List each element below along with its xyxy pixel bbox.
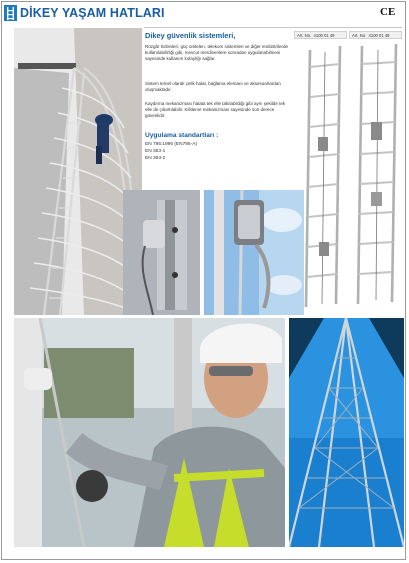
article-number-2: [349, 31, 402, 39]
ce-mark: CE: [380, 6, 396, 18]
standard-item: EN 353-2: [145, 156, 166, 161]
article-number-1: [294, 31, 347, 39]
description-block: [145, 31, 293, 40]
ladder-icon: [4, 5, 17, 21]
article-label: Art. No.: [297, 33, 312, 38]
paragraph-1: Rüzgâr türbinleri, güç ünitelerı, telekom sistemleri ve diğer endüstrilerde kullanılabilirliği gibi, mevcut merdivenlere sonradan uygulanabilmesi sayesinde kullanım kolaylığı sağlar.: [145, 44, 289, 61]
worker-photo: [14, 318, 285, 547]
standard-item: EN 353-1: [145, 149, 166, 154]
rail-detail-photo: [123, 190, 200, 315]
article-value: 4100 01 48: [368, 33, 390, 38]
article-value: 4100 01 49: [313, 33, 335, 38]
paragraph-3: Kaydırma mekanizması halata tek elle takılabildiği gibi aynı şekilde tek elle de çıkartılabilir. Kilitleme mekanizması sayesinde son derece güvenlidir.: [145, 101, 286, 118]
article-label: Art. No.: [352, 33, 367, 38]
ladder-products-photo: [300, 42, 404, 314]
tower-ladder-photo: [289, 318, 404, 547]
fall-arrester-photo: [204, 190, 304, 315]
standard-item: EN 795:1996 (EN795-A): [145, 142, 197, 147]
header-divider: [144, 27, 402, 28]
standards-title: Uygulama standartları :: [145, 132, 219, 139]
section-subtitle: Dikey güvenlik sistemleri,: [145, 31, 236, 40]
page-title: DİKEY YAŞAM HATLARI: [20, 6, 165, 20]
paragraph-2: Sistem temel olarak çelik halat, bağlama elemanı ve aksesuarlardan oluşmaktadır.: [145, 81, 281, 92]
page-header: [4, 4, 165, 22]
